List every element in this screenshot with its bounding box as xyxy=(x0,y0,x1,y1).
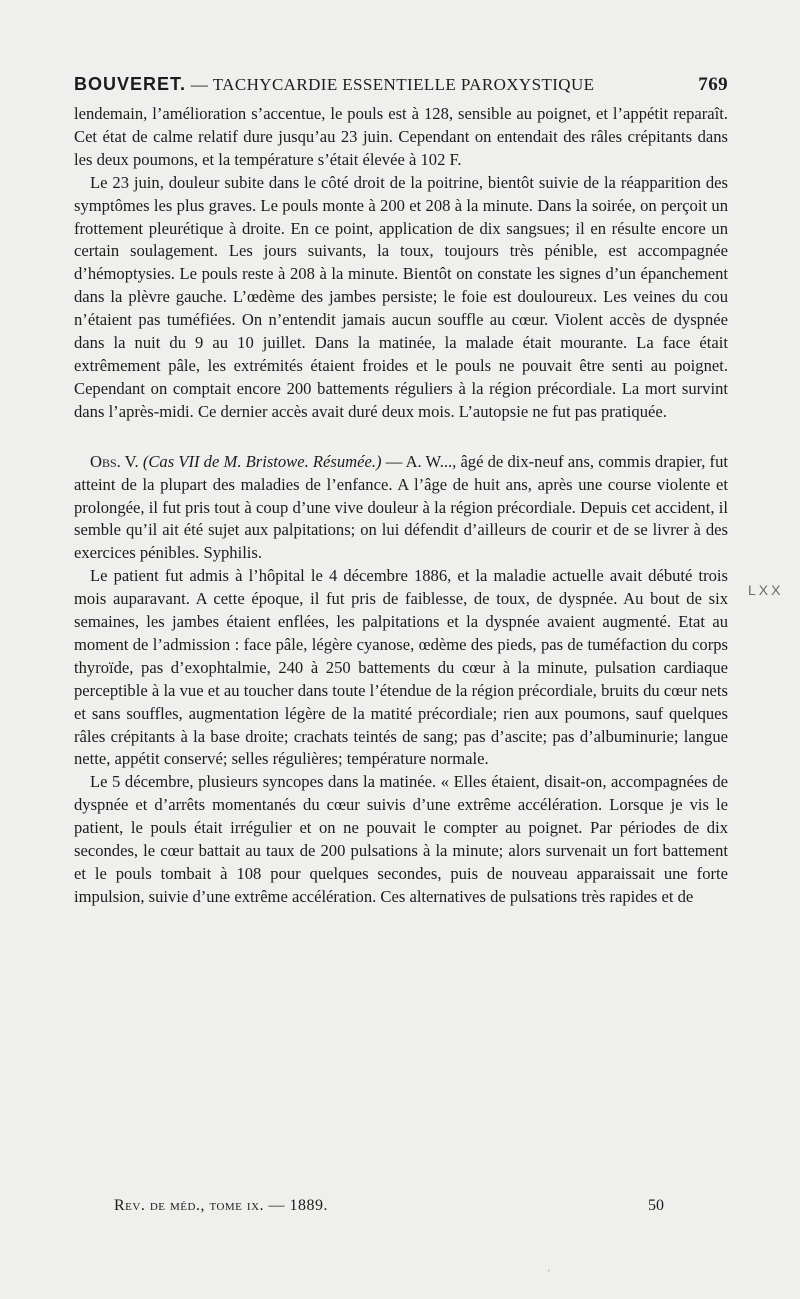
stray-mark: ′ xyxy=(548,1268,550,1278)
margin-annotation: LXX xyxy=(748,582,784,598)
observation-label: Obs. V. xyxy=(90,451,139,471)
header-left xyxy=(74,74,594,95)
observation-text: — A. W..., âgé de dix-neuf ans, commis drapier, fut atteint de la plupart des maladies de l’enfance. A l’âge de huit ans, après une course violente et prolongée, il fut pris tout à coup d’une vive douleur à la région précordiale. Depuis cet accident, il semble qu’il ait été sujet aux palpitations; on lui défendit d’ailleurs de courir et de se livrer à des exercices pénibles. Syphilis. xyxy=(74,451,728,563)
observation-citation: (Cas VII de M. Bristowe. Résumée.) xyxy=(142,451,382,471)
header-author: BOUVERET. xyxy=(74,74,187,94)
observation-paragraph xyxy=(74,451,728,566)
running-header xyxy=(74,74,728,96)
paragraph-admission: Le patient fut admis à l’hôpital le 4 décembre 1886, et la maladie actuelle avait débuté trois mois auparavant. A cette époque, il fut pris de faiblesse, de toux, de dyspnée. Au bout de six semaines, les jambes étaient enflées, les palpitations et la dyspnée avaient augmenté. Etat au moment de l’admission : face pâle, légère cyanose, œdème des pieds, pas de tuméfaction du corps thyroïde, pas d’exophtalmie, 240 à 250 battements du cœur à la minute, pulsation cardiaque perceptible à la vue et au toucher dans toute l’étendue de la région précordiale, bruits du cœur nets et sans souffles, augmentation légère de la matité précordiale; rien aux poumons, sauf quelques râles crépitants à la base droite; crachats teintés de sang; pas d’ascite; pas d’albuminurie; langue nette, appétit conservé; selles régulières; température normale. xyxy=(74,566,728,769)
page-footer xyxy=(114,1197,664,1215)
header-title: TACHYCARDIE ESSENTIELLE PAROXYSTIQUE xyxy=(212,75,595,94)
paragraph-june-23: Le 23 juin, douleur subite dans le côté droit de la poitrine, bientôt suivie de la réapparition des symptômes les plus graves. Le pouls monte à 200 et 208 à la minute. Dans la soirée, on perçoit un frottement pleurétique à droite. En ce point, application de dix sangsues; il en résulte encore un certain soulagement. Les jours suivants, la toux, toujours très pénible, est accompagnée d’hémoptysies. Le pouls reste à 208 à la minute. Bientôt on constate les signes d’un épanchement dans la plèvre gauche. L’œdème des jambes persiste; le foie est douloureux. Les veines du cou n’étaient pas tuméfiées. On n’entendit jamais aucun souffle au cœur. Violent accès de dyspnée dans la nuit du 9 au 10 juillet. Dans la matinée, la malade était mourante. La face était extrêmement pâle, les extrémités étaient froides et le pouls ne pouvait être senti au poignet. Cependant on comptait encore 200 battements réguliers à la région précordiale. La mort survint dans l’après-midi. Ce dernier accès avait duré deux mois. L’autopsie ne fut pas pratiquée. xyxy=(74,172,728,421)
paragraph-continuation: lendemain, l’amélioration s’accentue, le pouls est à 128, sensible au poignet, et l’appétit reparaît. Cet état de calme relatif dure jusqu’au 23 juin. Cependant on entendait des râles crépitants dans les deux poumons, et la température s’était élevée à 102 F. xyxy=(74,104,728,169)
footer-signature: 50 xyxy=(648,1197,664,1214)
page-number: 769 xyxy=(698,74,728,95)
body-text xyxy=(74,103,728,909)
header-dash: — xyxy=(190,75,209,94)
footer-journal: Rev. de méd., tome ix. — 1889. xyxy=(114,1197,329,1214)
paragraph-december-5: Le 5 décembre, plusieurs syncopes dans la matinée. « Elles étaient, disait-on, accompagnées de dyspnée et d’arrêts momentanés du cœur suivis d’une extrême accélération. Lorsque je vis le patient, le pouls était irrégulier et on ne pouvait le compter au poignet. Par périodes de dix secondes, le cœur battait au taux de 200 pulsations à la minute; alors survenait un fort battement et le pouls tombait à 108 pour quelques secondes, puis de nouveau apparaissait une forte impulsion, suivie d’une extrême accélération. Ces alternatives de pulsations très rapides et de xyxy=(74,772,728,906)
